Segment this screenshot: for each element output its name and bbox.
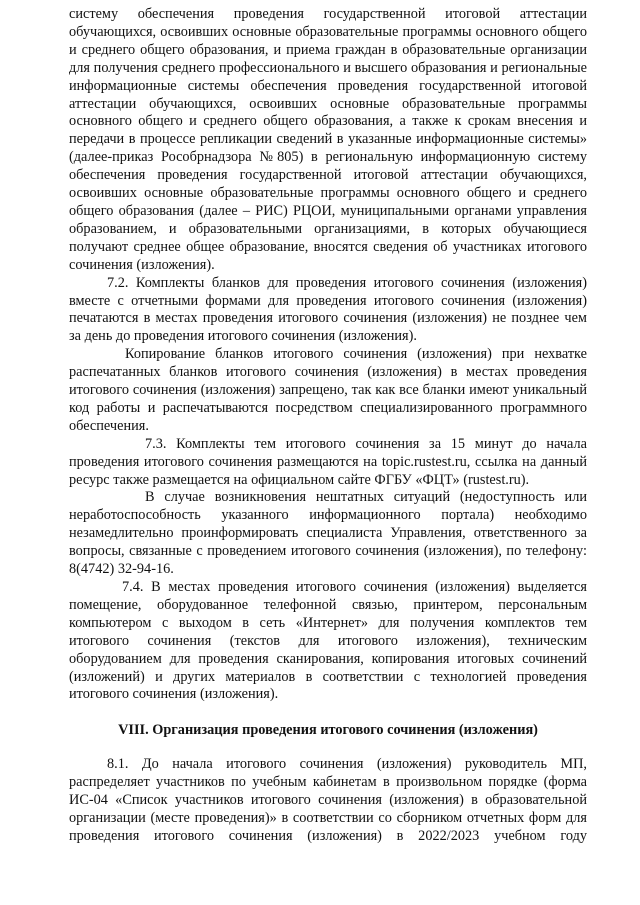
paragraph-copying: Копирование бланков итогового сочинения (изложения) при нехватке распечатанных бланков итогового сочинения (изложения) в местах проведения итогового сочинения (изложения) запрещено, так как все бланки имеют уникальный код работы и распечатываются посредством специализированного программного обеспечения. <box>69 346 587 434</box>
paragraph-7-2: 7.2. Комплекты бланков для проведения итогового сочинения (изложения) вместе с отчетными формами для проведения итогового сочинения (изложения) печатаются в местах проведения итогового сочинения (изложения) не позднее чем за день до проведения итогового сочинения (изложения). <box>69 274 587 345</box>
paragraph-7-3: 7.3. Комплекты тем итогового сочинения за 15 минут до начала проведения итогового сочинения размещаются на topic.rustest.ru, ссылка на данный ресурс также размещается на официальном сайте ФГБУ «ФЦТ» (rustest.ru). <box>69 435 587 488</box>
document-page <box>69 6 587 846</box>
paragraph-ris: системy обеспечения проведения государственной итоговой аттестации обучающихся, освоивших основные образовательные программы основного общего и среднего общего образования, и приема граждан в образовательные организации для получения среднего профессионального и высшего образования и региональные информационные системы обеспечения проведения государственной итоговой аттестации обучающихся, освоивших основные образовательные программы основного общего и среднего общего образования, а также к срокам внесения и передачи в процессе репликации сведений в указанные информационные системы» (далее-приказ Рособрнадзора №805) в региональную информационную систему обеспечения проведения государственной итоговой аттестации обучающихся, освоивших основные образовательные программы основного общего и среднего общего образования (далее – РИС) РЦОИ, муниципальными органами управления образованием, и образовательными организациями, в которых обучающиеся получают среднее общее образование, вносятся сведения об участниках итогового сочинения (изложения). <box>69 6 587 273</box>
paragraph-8-1: 8.1. До начала итогового сочинения (изложения) руководитель МП, распределяет участников по учебным кабинетам в произвольном порядке (форма ИС-04 «Список участников итогового сочинения (изложения) в образовательной организации (месте проведения)» в соответствии со сборником отчетных форм для проведения итогового сочинения (изложения) в 2022/2023 учебном году <box>69 756 587 844</box>
section-heading: VIII. Организация проведения итогового сочинения (изложения) <box>118 722 538 739</box>
paragraph-7-4: 7.4. В местах проведения итогового сочинения (изложения) выделяется помещение, оборудованное телефонной связью, принтером, персональным компьютером с выходом в сеть «Интернет» для получения комплектов тем итогового сочинения (текстов для итогового изложения), техническим оборудованием для проведения сканирования, копирования итоговых сочинений (изложений) и других материалов в соответствии с технологией проведения итогового сочинения (изложения). <box>69 579 587 703</box>
paragraph-emergency: В случае возникновения нештатных ситуаций (недоступность или неработоспособность указанного информационного портала) необходимо незамедлительно проинформировать специалиста Управления, ответственного за вопросы, связанные с проведением итогового сочинения (изложения), по телефону: 8(4742) 32-94-16. <box>69 489 587 578</box>
